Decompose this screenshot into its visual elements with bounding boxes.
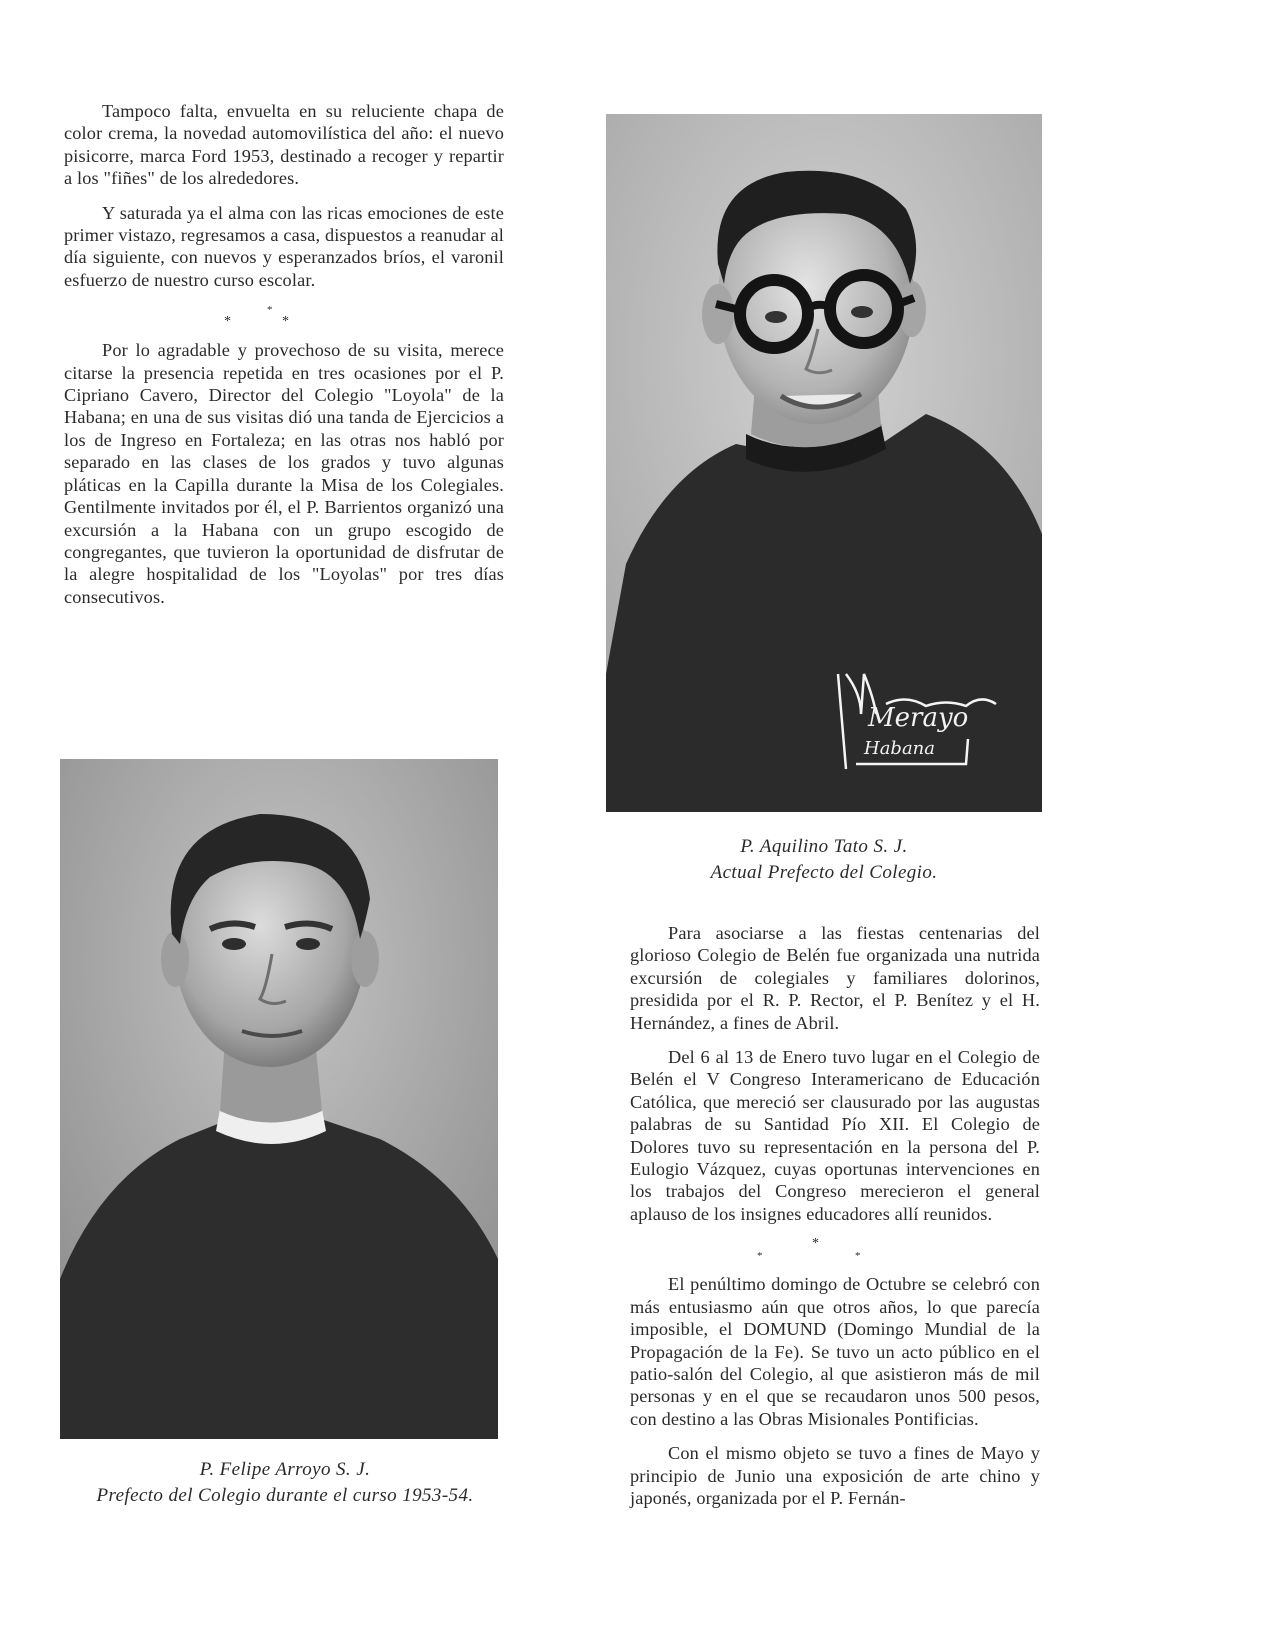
signature-city-text: Habana: [864, 738, 936, 759]
paragraph-congreso: Del 6 al 13 de Enero tuvo lugar en el Colegio de Belén el V Congreso Interamericano de Educación Católica, que mereció ser clausurado por las augustas palabras de su Santidad Pío XII. El Colegio de Dolores tuvo su representación en la persona del P. Eulogio Vázquez, cuyas oportunas intervenciones en los trabajos del Congreso merecieron el general aplauso de los insignes educadores allí reunidos.: [630, 1047, 1040, 1224]
caption-arroyo: [40, 1457, 530, 1509]
right-column: [630, 922, 1040, 1521]
paragraph-cavero-visit: Por lo agradable y provechoso de su visita, merece citarse la presencia repetida en tres ocasiones por el P. Cipriano Cavero, Director del Colegio "Loyola" de la Habana; en una de sus visitas dió una tanda de Ejercicios a los de Ingreso en Fortaleza; en las otras nos habló por separado en las clases de los grados y tuvo algunas pláticas en la Capilla durante la Misa de los Colegiales. Gentilmente invitados por él, el P. Barrientos organizó una excursión a la Habana con un grupo escogido de congregantes, que tuvieron la oportunidad de disfrutar de la alegre hospitalidad de los "Loyolas" por tres días consecutivos.: [64, 340, 504, 607]
section-separator: * * *: [757, 1236, 861, 1263]
portrait-photo-tato: [606, 114, 1042, 812]
paragraph-belen-excursion: Para asociarse a las fiestas centenarias del glorioso Colegio de Belén fue organizada una nutrida excursión de colegiales y familiares dolorinos, presidida por el R. P. Rector, el P. Benítez y el H. Hernández, a fines de Abril.: [630, 923, 1040, 1033]
caption-tato: [606, 834, 1042, 886]
paragraph-domund: El penúltimo domingo de Octubre se celebró con más entusiasmo aún que otros años, lo que parecía imposible, el DOMUND (Domingo Mundial de la Propagación de la Fe). Se tuvo un acto público en el patio-salón del Colegio, al que asistieron más de mil personas y en el que se recaudaron unos 500 pesos, con destino a las Obras Misionales Pontificias.: [630, 1274, 1040, 1429]
paragraph-saturada: Y saturada ya el alma con las ricas emociones de este primer vistazo, regresamos a casa, dispuestos a reanudar al día siguiente, con nuevos y esperanzados bríos, el varonil esfuerzo de nuestro curso escolar.: [64, 202, 504, 290]
signature-text: Merayo: [868, 703, 969, 733]
portrait-photo-arroyo: [60, 759, 498, 1439]
section-separator: * * *: [224, 304, 289, 330]
paragraph-exposicion: Con el mismo objeto se tuvo a fines de Mayo y principio de Junio una exposición de arte chino y japonés, organizada por el P. Fernán-: [630, 1443, 1040, 1508]
caption-arroyo-name: P. Felipe Arroyo S. J.: [199, 1459, 371, 1480]
caption-tato-title: Actual Prefecto del Colegio.: [710, 862, 938, 883]
caption-tato-name: P. Aquilino Tato S. J.: [740, 836, 908, 857]
left-column: [64, 100, 504, 620]
paragraph-pisicorre: Tampoco falta, envuelta en su reluciente chapa de color crema, la novedad automovilística del año: el nuevo pisicorre, marca Ford 1953, destinado a recoger y repartir a los "fiñes" de los alrededores.: [64, 101, 504, 189]
caption-arroyo-title: Prefecto del Colegio durante el curso 1953-54.: [96, 1485, 474, 1506]
